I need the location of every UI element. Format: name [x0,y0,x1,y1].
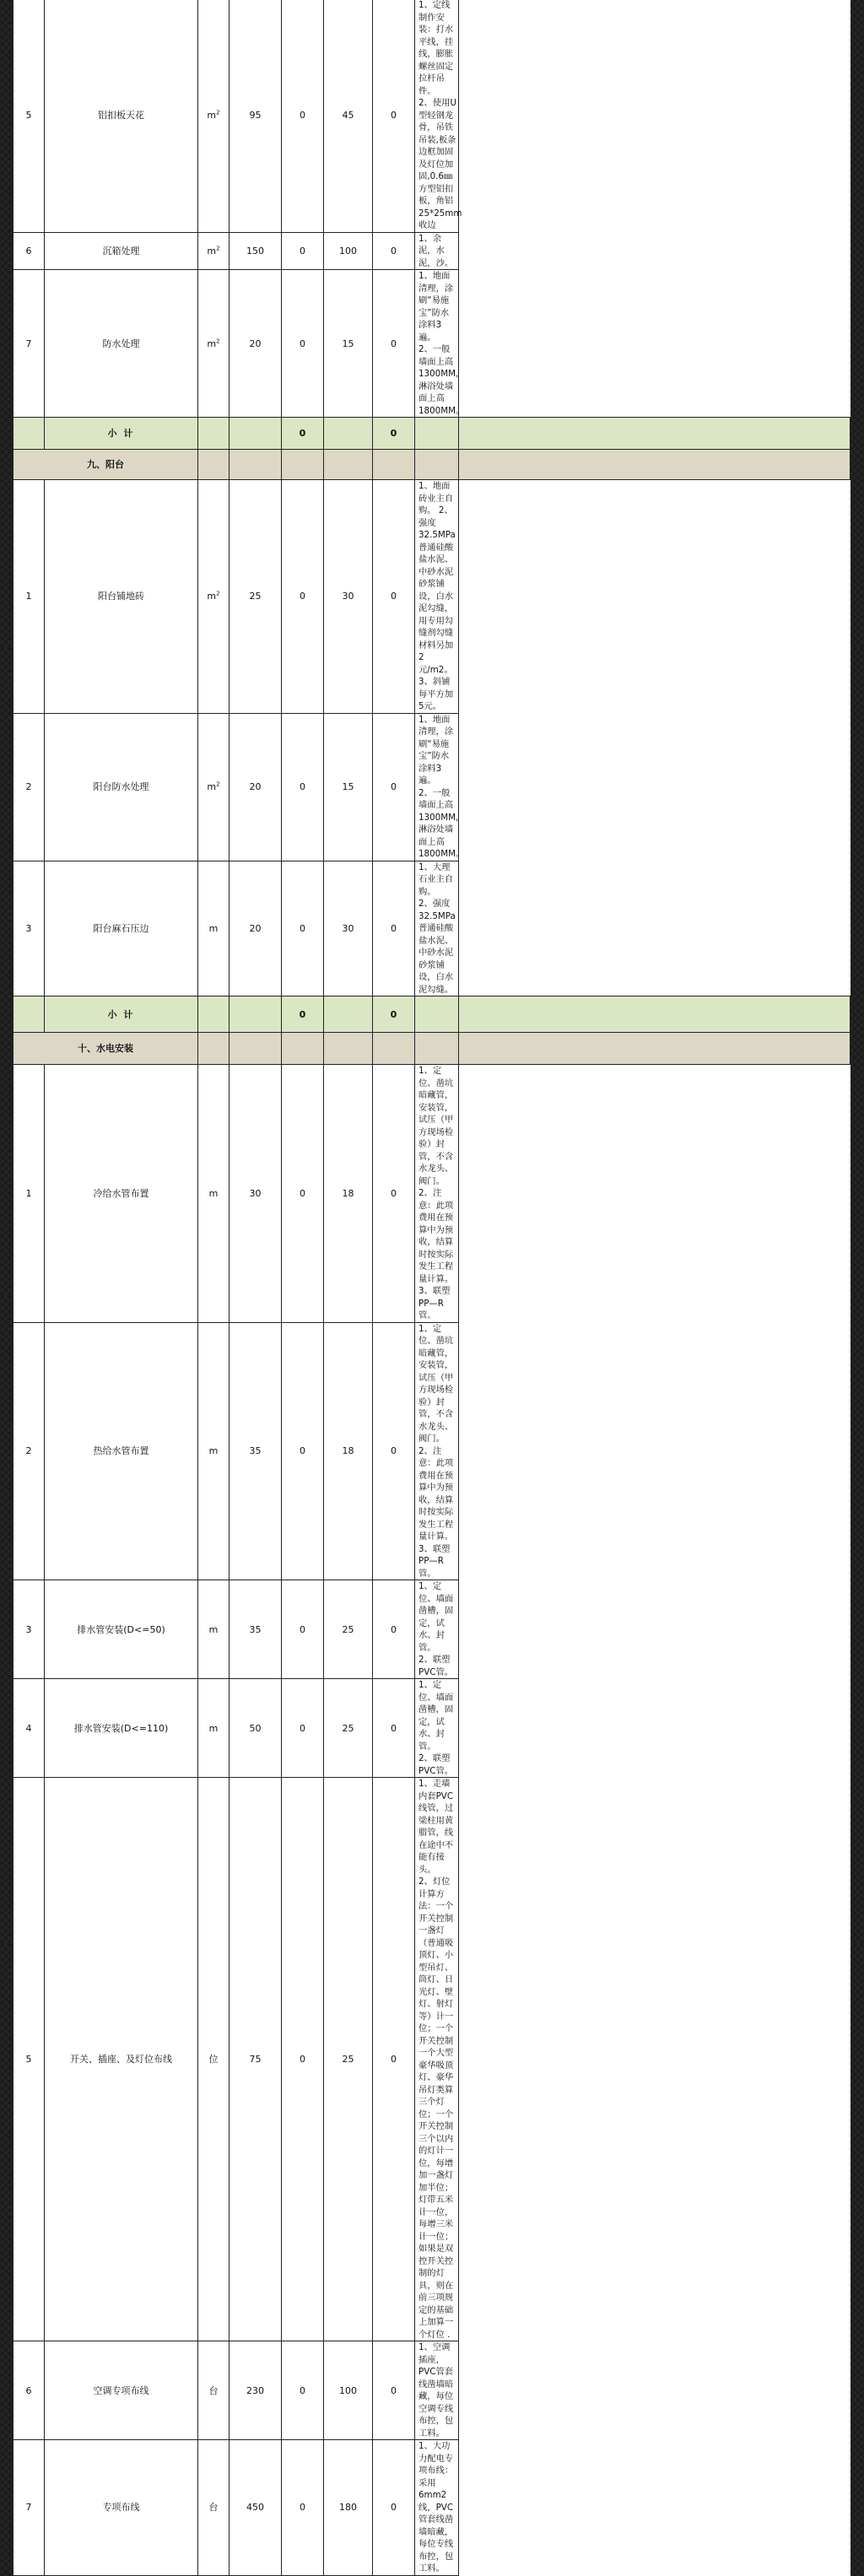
description-line: 1、大功力配电专项布线：采用6mm2线，PVC管套线凿墙暗藏，每位专线布控，包工料。 [418,2441,454,2573]
description-line: 1、余泥，水泥，沙。 [418,233,454,268]
quantity: 95 [230,0,282,232]
subtotal-value: 0 [282,996,324,1033]
unit-cell [198,1065,230,1323]
unit-cell [198,2440,230,2576]
empty-cell [198,996,230,1033]
value-3: 0 [373,0,415,232]
item-name: 专项布线 [45,2440,198,2576]
value-3: 0 [373,270,415,418]
quantity: 450 [230,2440,282,2576]
unit-label: m [207,110,217,122]
description-line: 1、地面清理，涂刷“易施宝”防水涂料3遍。 [418,714,454,786]
row-number: 6 [14,2341,45,2440]
empty-cell [324,418,373,450]
unit-label: 台 [208,2502,219,2514]
unit-exponent: 2 [216,109,220,116]
row-number: 1 [14,480,45,714]
unit-label: m [207,781,217,792]
item-name: 防水处理 [45,270,198,418]
row-number: 3 [14,1580,45,1679]
table-row [14,270,850,418]
value-3: 0 [373,1679,415,1778]
description-line: 2、联塑PVC管。 [418,1753,454,1776]
empty-cell [324,450,373,480]
subtotal-row [14,418,850,450]
subtotal-label: 小 计 [45,996,198,1033]
empty-cell [230,1033,282,1065]
item-name: 冷给水管布置 [45,1065,198,1323]
unit-label: m [208,922,219,934]
value-1: 0 [282,0,324,232]
quantity: 230 [230,2341,282,2440]
unit-price: 45 [324,0,373,232]
item-name: 排水管安装(D<=110) [45,1679,198,1778]
unit-exponent: 2 [216,590,220,597]
row-number: 7 [14,270,45,418]
description-line: 2、一般墙面上高1300MM，淋浴处墙面上高1800MM。 [418,787,465,859]
value-3: 0 [373,1322,415,1580]
description-line: 2、注意：此项费用在预算中为预收，结算时按实际发生工程量计算。 [418,1445,454,1542]
table-row [14,713,850,861]
item-name: 阳台麻石压边 [45,861,198,996]
empty-cell [459,1033,850,1065]
quantity: 30 [230,1065,282,1323]
description-line: 2、联塑PVC管。 [418,1655,454,1677]
unit-label: 位 [208,2054,219,2065]
item-name: 空调专项布线 [45,2341,198,2440]
description-line: 1、大理石业主自购。 [418,861,454,897]
value-1: 0 [282,1322,324,1580]
value-3: 0 [373,2440,415,2576]
description-line: 2、注意：此项费用在预算中为预收，结算时按实际发生工程量计算。 [418,1188,454,1284]
row-number: 2 [14,713,45,861]
unit-price: 30 [324,861,373,996]
unit-cell [198,1322,230,1580]
empty-cell [373,450,415,480]
quantity: 20 [230,713,282,861]
table-row [14,1679,850,1778]
unit-price: 100 [324,2341,373,2440]
subtotal-row [14,996,850,1033]
value-1: 0 [282,2341,324,2440]
item-name: 沉箱处理 [45,232,198,270]
subtotal-value: 0 [282,418,324,450]
unit-label: m [207,245,217,257]
quantity: 20 [230,861,282,996]
empty-cell [459,418,850,450]
empty-cell [230,450,282,480]
item-name: 阳台防水处理 [45,713,198,861]
unit-cell [198,232,230,270]
table-row [14,1778,850,2341]
description-line: 1、地面砖业主自购。 2、强度32.5MPa普通硅酸盐水泥、中砂水泥砂浆铺设，白水泥勾缝，用专用勾缝剂勾缝材料另加2元/m2。 [418,481,456,675]
quantity: 50 [230,1679,282,1778]
table-row [14,232,850,270]
subtotal-value: 0 [373,418,415,450]
unit-cell [198,0,230,232]
unit-price: 25 [324,1580,373,1679]
empty-cell [415,996,459,1033]
description-cell [415,1778,459,2341]
description-line: 2、一般墙面上高1300MM，淋浴处墙面上高1800MM。 [418,344,465,416]
quantity: 150 [230,232,282,270]
table-row [14,0,850,232]
description-cell [415,232,459,270]
item-name: 热给水管布置 [45,1322,198,1580]
unit-cell [198,480,230,714]
unit-price: 30 [324,480,373,714]
description-line: 1、定位、墙面凿槽，固定，试水、封管。 [418,1581,454,1653]
empty-cell [282,1033,324,1065]
table-row [14,480,850,714]
description-cell [415,0,462,232]
unit-cell [198,861,230,996]
description-line: 1、地面清理，涂刷“易施宝”防水涂料3遍。 [418,271,454,343]
row-number: 6 [14,232,45,270]
description-cell [415,1580,459,1679]
section-title: 九、阳台 [14,450,198,480]
description-cell [415,1679,459,1778]
description-cell [415,2341,459,2440]
section-row [14,450,850,480]
row-number: 5 [14,1778,45,2341]
subtotal-label: 小 计 [45,418,198,450]
value-3: 0 [373,1065,415,1323]
row-number: 2 [14,1322,45,1580]
description-line: 1、定线制作安装：打水平线，挂线，膨胀螺丝固定拉杆吊件。 [418,0,454,96]
section-title: 十、水电安装 [14,1033,198,1065]
description-cell [415,2440,459,2576]
value-1: 0 [282,1778,324,2341]
table-body [14,0,850,2575]
table-row [14,1580,850,1679]
row-number: 1 [14,1065,45,1323]
value-3: 0 [373,1778,415,2341]
value-1: 0 [282,1580,324,1679]
item-name: 开关、插座、及灯位布线 [45,1778,198,2341]
description-line: 1、定位、凿坑暗藏管，安装管，试压（甲方现场检验）封管，不含水龙头、阀门。 [418,1066,454,1186]
unit-price: 18 [324,1065,373,1323]
value-1: 0 [282,2440,324,2576]
table-row [14,1322,850,1580]
empty-cell [324,1033,373,1065]
unit-cell [198,1778,230,2341]
value-1: 0 [282,713,324,861]
unit-exponent: 2 [216,337,220,344]
value-1: 0 [282,232,324,270]
description-cell [415,480,459,714]
row-number: 7 [14,2440,45,2576]
table-row [14,2341,850,2440]
row-number: 4 [14,1679,45,1778]
description-cell [415,1322,459,1580]
quantity: 35 [230,1580,282,1679]
description-line: 3、联塑PP—R管。 [418,1543,451,1579]
quantity: 35 [230,1322,282,1580]
value-1: 0 [282,1065,324,1323]
value-3: 0 [373,480,415,714]
unit-price: 15 [324,713,373,861]
description-line: 2、强度32.5MPa普通硅酸盐水泥、中砂水泥砂浆铺设，白水泥勾缝。 [418,899,456,995]
empty-cell [415,418,459,450]
row-number: 3 [14,861,45,996]
item-name: 阳台铺地砖 [45,480,198,714]
value-3: 0 [373,713,415,861]
description-cell [415,270,465,418]
empty-cell [198,450,230,480]
empty-cell [373,1033,415,1065]
quotation-table [13,0,850,2576]
empty-cell [14,418,45,450]
unit-exponent: 2 [216,245,220,252]
empty-cell [282,450,324,480]
description-line: 1、定位、墙面凿槽，固定，试水、封管。 [418,1680,454,1752]
description-cell [415,861,459,996]
unit-label: m [208,1722,219,1734]
description-line: 1、走墙内套PVC线管，过梁柱用黄腊管，线在途中不能有接头。 [418,1779,454,1875]
subtotal-value: 0 [373,996,415,1033]
item-name: 排水管安装(D<=50) [45,1580,198,1679]
quantity: 20 [230,270,282,418]
empty-cell [459,450,850,480]
empty-cell [230,418,282,450]
empty-cell [14,996,45,1033]
unit-exponent: 2 [216,780,220,788]
section-row [14,1033,850,1065]
unit-price: 18 [324,1322,373,1580]
unit-label: m [208,1187,219,1199]
table-row [14,861,850,996]
empty-cell [459,996,850,1033]
empty-cell [415,1033,459,1065]
unit-price: 15 [324,270,373,418]
unit-price: 25 [324,1679,373,1778]
table-row [14,2440,850,2576]
unit-label: m [208,1445,219,1457]
unit-label: m [207,338,217,349]
empty-cell [198,418,230,450]
value-3: 0 [373,232,415,270]
unit-label: 台 [208,2384,219,2396]
value-1: 0 [282,270,324,418]
description-line: 1、空调插座，PVC管套线凿墙暗藏，每位空调专线布控，包工料。 [418,2342,454,2438]
description-line: 2、使用U型轻钢龙骨，吊铁吊装,板条边框加固及灯位加固,0.6㎜方型铝扣板，角铝25*25mm收边 [418,98,462,230]
unit-cell [198,1679,230,1778]
row-number: 5 [14,0,45,232]
unit-cell [198,2341,230,2440]
empty-cell [230,996,282,1033]
unit-label: m [208,1623,219,1635]
item-name: 铝扣板天花 [45,0,198,232]
unit-cell [198,713,230,861]
unit-price: 180 [324,2440,373,2576]
value-3: 0 [373,861,415,996]
description-line: 3、联塑PP—R管。 [418,1286,451,1320]
unit-cell [198,270,230,418]
quantity: 75 [230,1778,282,2341]
value-1: 0 [282,861,324,996]
unit-label: m [207,591,217,602]
description-cell [415,1065,459,1323]
empty-cell [415,450,459,480]
unit-cell [198,1580,230,1679]
empty-cell [324,996,373,1033]
value-3: 0 [373,1580,415,1679]
table-row [14,1065,850,1323]
unit-price: 25 [324,1778,373,2341]
description-line: 3、斜铺每平方加5元。 [418,677,454,711]
value-1: 0 [282,480,324,714]
quantity: 25 [230,480,282,714]
value-3: 0 [373,2341,415,2440]
description-line: 1、定位、凿坑暗藏管，安装管，试压（甲方现场检验）封管，不含水龙头、阀门。 [418,1323,454,1444]
description-cell [415,713,465,861]
unit-price: 100 [324,232,373,270]
description-line: 2、灯位计算方法：一个开关控制一盏灯（普通吸顶灯、小型吊灯、筒灯、日光灯、壁灯、射灯等）计一位；一个开关控制一个大型豪华吸顶灯、豪华吊灯类算三个灯位；一个开关控制三个以内的灯计一位，每增加一盏灯加半位；灯带五米计一位，每增三米计一位；如果是双控开关控制的灯具，则在前三项规定的基础上加算一个灯位 . [418,1877,454,2340]
empty-cell [198,1033,230,1065]
value-1: 0 [282,1679,324,1778]
